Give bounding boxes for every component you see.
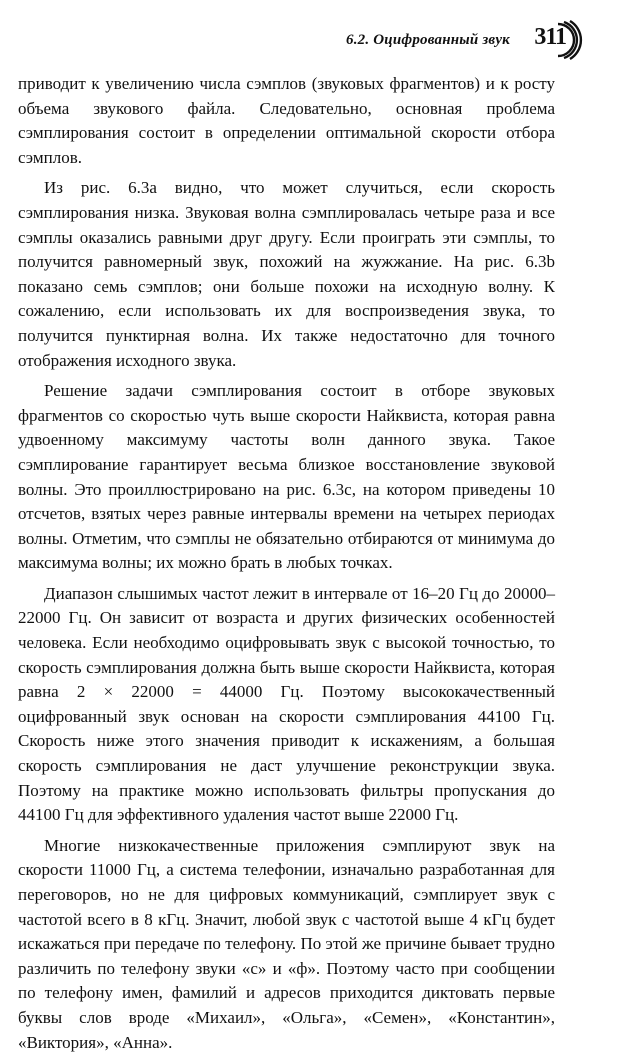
page-number-arcs-icon (554, 20, 584, 60)
paragraph: Из рис. 6.3a видно, что может случиться, если скорость сэмплирования низка. Звуковая волна сэмплировалась четыре раза и все сэмплы оказались равными друг другу. Если проиграть эти сэмплы, то получится равномерный звук, похожий на жужжание. На рис. 6.3b показано семь сэмплов; они больше похожи на исходную волну. К сожалению, если использовать их для воспроизведения звука, то получится пунктирная волна. Их также недостаточно для точного отображения исходного звука. (18, 178, 555, 370)
body-text (18, 72, 555, 1061)
paragraph: Решение задачи сэмплирования состоит в отборе звуковых фрагментов со скоростью чуть выше скорости Найквиста, которая равна удвоенному максимуму частоты волн данного звука. Такое сэмплирование гарантирует весьма близкое восстановление звуковой волны. Это проиллюстрировано на рис. 6.3c, на котором приведены 10 отсчетов, взятых через равные интервалы времени на четырех периодах волны. Отметим, что сэмплы не обязательно отбираются от минимума до максимума волны; их можно брать в любых точках. (18, 381, 555, 573)
page-number: 311 (534, 24, 566, 50)
page-header (0, 20, 630, 60)
running-title: 6.2. Оцифрованный звук (346, 32, 510, 48)
paragraph: Многие низкокачественные приложения сэмплируют звук на скорости 11000 Гц, а система телефонии, изначально разработанная для переговоров, но не для цифровых коммуникаций, сэмплирует звук с частотой всего в 8 кГц. Значит, любой звук с частотой выше 4 кГц будет искажаться при передаче по телефону. По этой же причине бывает трудно различить по телефону звуки «с» и «ф». Поэтому часто при сообщении по телефону имен, фамилий и адресов приходится диктовать первые буквы слов вроде «Михаил», «Ольга», «Семен», «Константин», «Виктория», «Анна». (18, 835, 555, 1052)
paragraph: Диапазон слышимых частот лежит в интервале от 16–20 Гц до 20000–22000 Гц. Он зависит от возраста и других физических особенностей человека. Если необходимо оцифровывать звук с высокой точностью, то скорость сэмплирования должна быть выше скорости Найквиста, которая равна 2 × 22000 = 44000 Гц. Поэтому высококачественный оцифрованный звук основан на скорости сэмплирования 44100 Гц. Скорость ниже этого значения приводит к искажениям, а большая скорость сэмплирования не даст улучшение реконструкции звука. Поэтому на практике можно использовать фильтры пропускания до 44100 Гц для эффективного удаления частот выше 22000 Гц. (18, 583, 555, 825)
paragraph: приводит к увеличению числа сэмплов (звуковых фрагментов) и к росту объема звукового файла. Следовательно, основная проблема сэмплирования состоит в определении оптимальной скорости отбора сэмплов. (18, 74, 555, 167)
